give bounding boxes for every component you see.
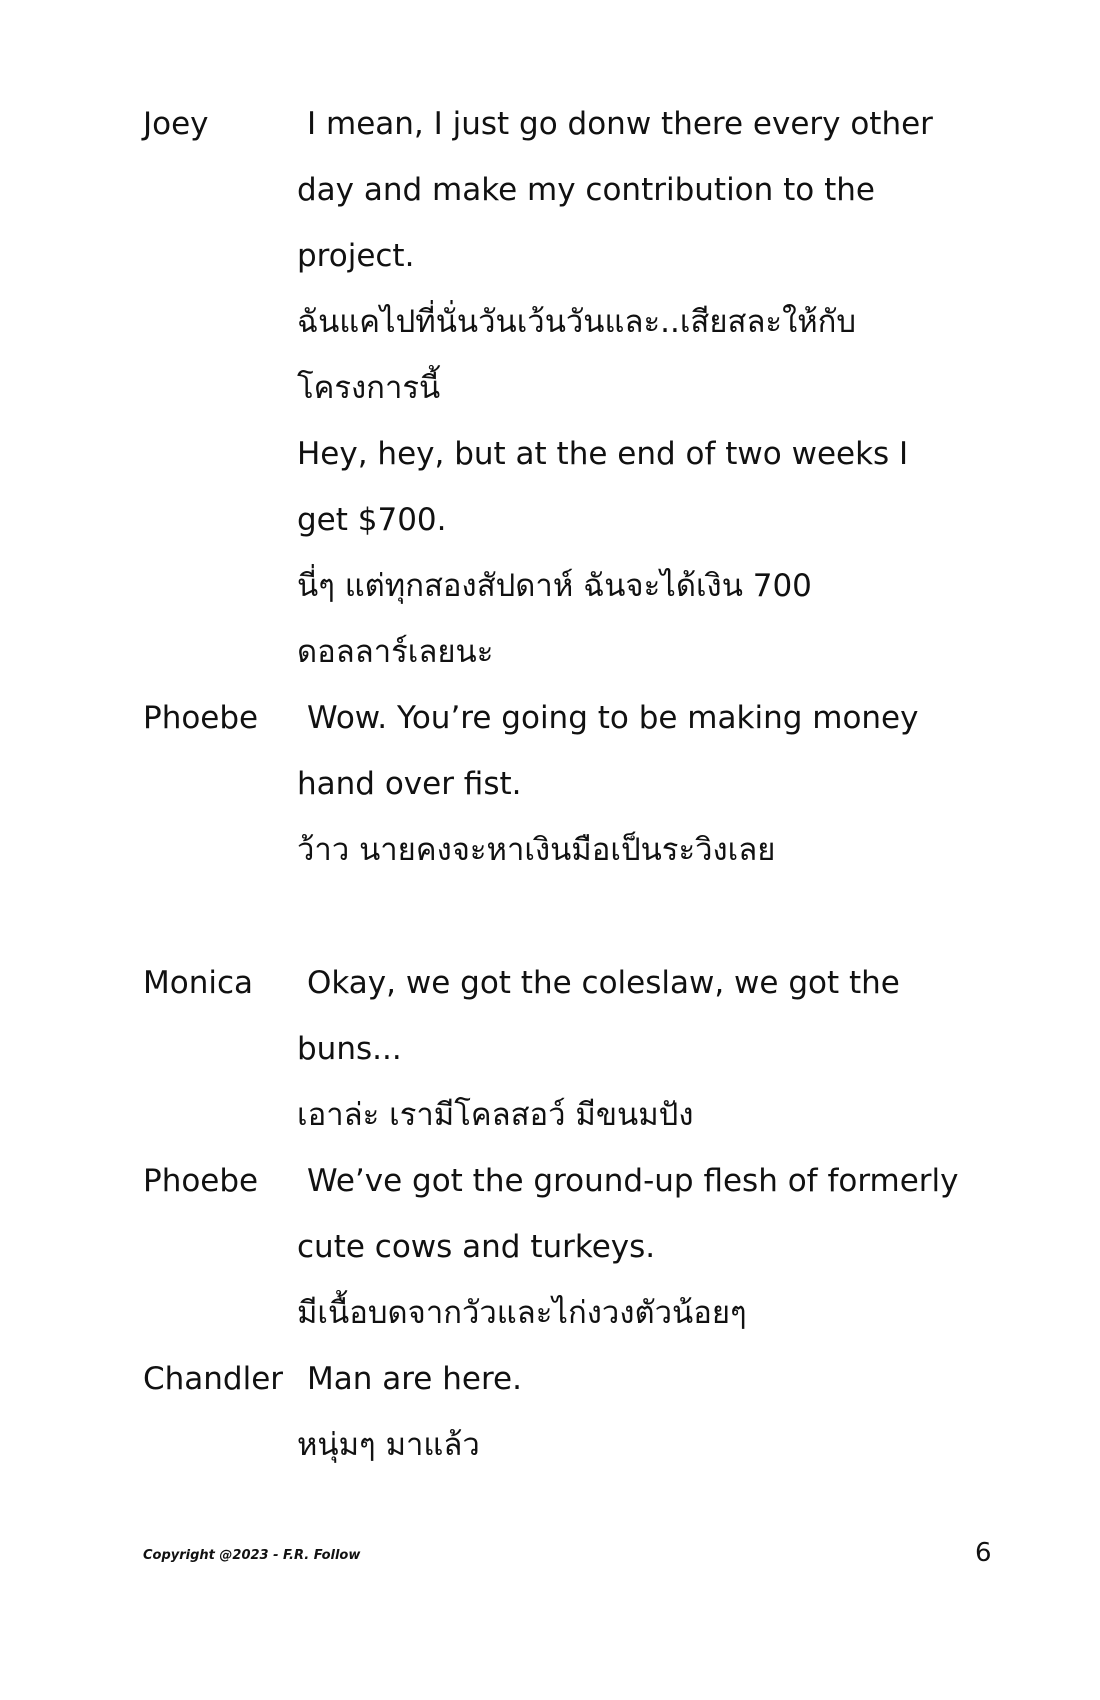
dialogue-line: Okay, we got the coleslaw, we got the	[307, 965, 900, 1001]
dialogue-line: project.	[297, 238, 415, 274]
dialogue-line: day and make my contribution to the	[297, 172, 875, 208]
dialogue-lines	[297, 91, 1017, 685]
dialogue-line: We’ve got the ground-up flesh of formerly	[307, 1163, 959, 1199]
dialogue-line: hand over fist.	[297, 766, 522, 802]
dialogue-lines	[297, 1148, 1017, 1346]
page-number: 6	[975, 1538, 992, 1568]
dialogue-line-thai: ฉันแคไปที่นั่นวันเว้นวันและ..เสียสละให้กับ	[297, 304, 857, 340]
speaker-name: Phoebe	[143, 700, 259, 736]
dialogue-line-thai: ว้าว นายคงจะหาเงินมือเป็นระวิงเลย	[297, 832, 776, 868]
speaker-name: Chandler	[143, 1361, 284, 1397]
dialogue-line: Hey, hey, but at the end of two weeks I	[297, 436, 909, 472]
dialogue-line: buns...	[297, 1031, 402, 1067]
dialogue-lines	[297, 950, 1017, 1148]
dialogue-line: Wow. You’re going to be making money	[307, 700, 919, 736]
dialogue-line-thai: นี่ๆ แต่ทุกสองสัปดาห์ ฉันจะได้เงิน 700	[297, 568, 812, 604]
dialogue-line-thai: โครงการนี้	[297, 370, 441, 406]
copyright-notice: Copyright @2023 - F.R. Follow	[143, 1548, 361, 1563]
dialogue-line-thai: ดอลลาร์เลยนะ	[297, 634, 494, 670]
dialogue-line: Man are here.	[307, 1361, 522, 1397]
dialogue-lines	[297, 1346, 1017, 1478]
dialogue-lines	[297, 685, 1017, 883]
dialogue-line: get $700.	[297, 502, 447, 538]
dialogue-line-thai: หนุ่มๆ มาแล้ว	[297, 1427, 480, 1463]
speaker-name: Monica	[143, 965, 254, 1001]
dialogue-line: cute cows and turkeys.	[297, 1229, 656, 1265]
speaker-name: Phoebe	[143, 1163, 259, 1199]
speaker-name: Joey	[143, 106, 209, 142]
dialogue-line-thai: มีเนื้อบดจากวัวและไก่งวงตัวน้อยๆ	[297, 1295, 747, 1331]
dialogue-line-thai: เอาล่ะ เรามีโคลสอว์ มีขนมปัง	[297, 1097, 694, 1133]
dialogue-line: I mean, I just go donw there every other	[307, 106, 933, 142]
